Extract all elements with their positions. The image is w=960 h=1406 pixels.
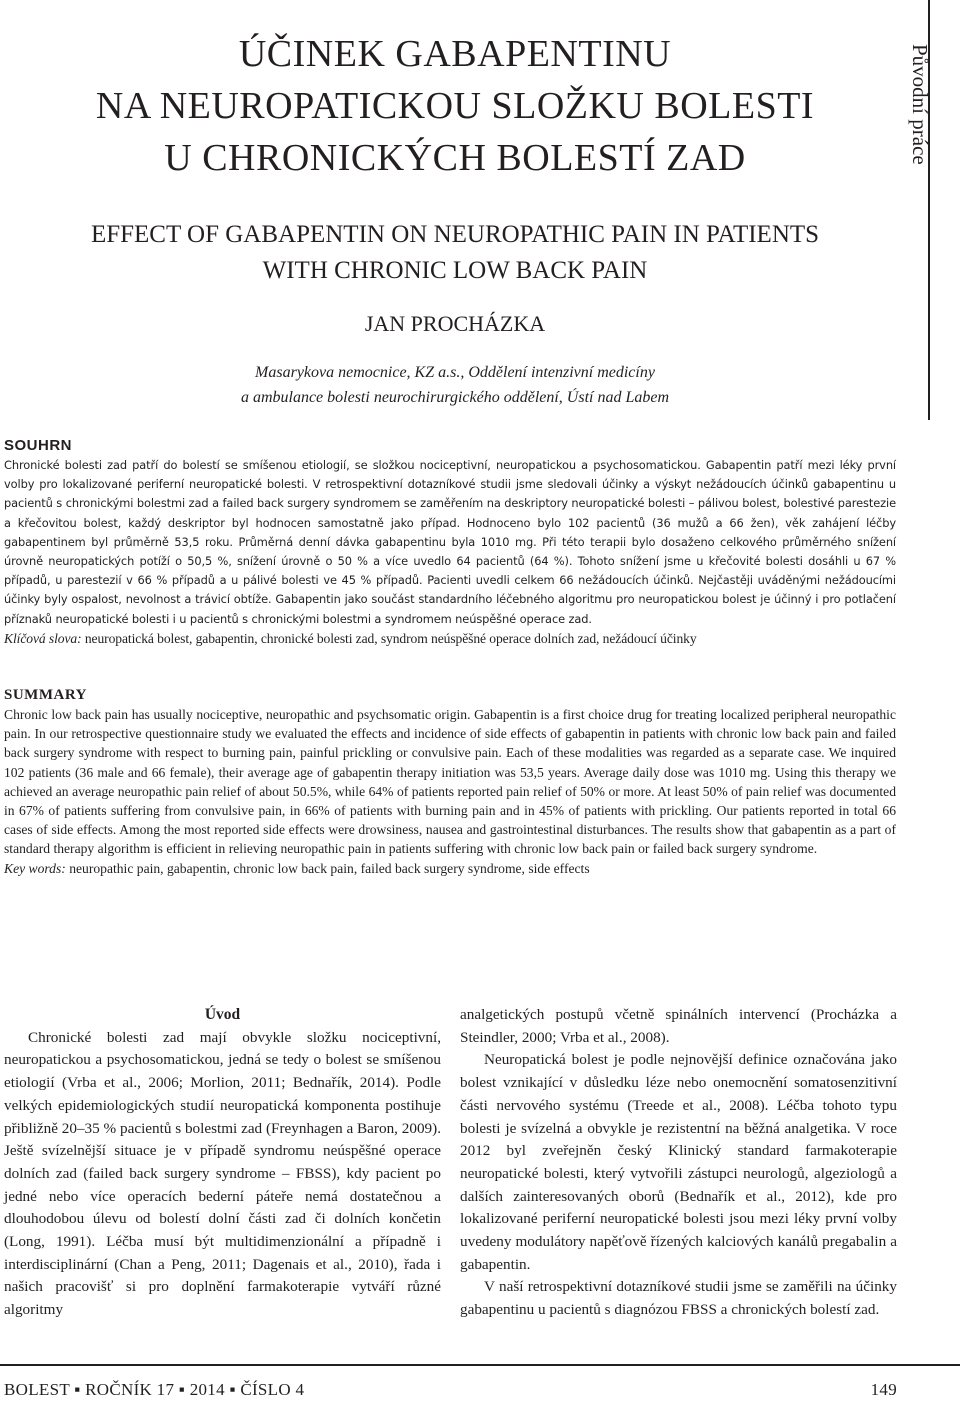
side-rule <box>928 0 960 420</box>
summary-keywords-text: neuropathic pain, gabapentin, chronic low back pain, failed back surgery syndrome, side effects <box>69 860 590 876</box>
title-cz-line-3: U CHRONICKÝCH BOLESTÍ ZAD <box>164 137 746 179</box>
souhrn-keywords-text: neuropatická bolest, gabapentin, chronické bolesti zad, syndrom neúspěšné operace dolních zad, nežádoucí účinky <box>84 630 697 646</box>
title-english <box>0 217 910 289</box>
title-cz-line-1: ÚČINEK GABAPENTINU <box>238 33 672 75</box>
section-side-label-text: Původní práce <box>908 44 932 165</box>
intro-paragraph-2: Neuropatická bolest je podle nejnovější definice označována jako bolest vznikající v důsledku léze nebo onemocnění somatosenzitivní části nervového systému (Treede et al., 2008). Léčba tohoto typu bolesti je svízelná a obvykle je rezistentní na běžná analgetika. V roce 2012 byl zveřejněn český Klinický standard farmakoterapie neuropatické bolesti, který vytvořili zástupci neurologů, algeziologů a dalších zainteresovaných oborů (Bednařík et al., 2012), kde pro lokalizované periferní neuropatické bolesti jsou mezi léky první volby uvedeny modulátory napěťově řízených kalciových kanálů pregabalin a gabapentin. <box>460 1051 897 1273</box>
body-column-right <box>460 1004 897 1322</box>
title-czech <box>0 28 910 184</box>
affiliation <box>0 360 910 410</box>
abstract-czech <box>4 436 896 648</box>
summary-keywords-label: Key words: <box>4 860 66 876</box>
souhrn-keywords-label: Klíčová slova: <box>4 630 82 646</box>
intro-paragraph-3: V naší retrospektivní dotazníkové studii jsme se zaměřili na účinky gabapentinu u pacientů s diagnózou FBSS a chronických bolestí zad. <box>460 1278 897 1319</box>
affiliation-line-1: Masarykova nemocnice, KZ a.s., Oddělení intenzivní medicíny <box>255 364 655 381</box>
souhrn-text: Chronické bolesti zad patří do bolestí se smíšenou etiologií, se složkou nociceptivní, neuropatickou a psychosomatickou. Gabapentin patří mezi léky první volby pro lokalizované periferní neuropatické bolesti. V retrospektivní dotazníkové studii jsme sledovali účinky a výskyt nežádoucích účinků gabapentinu u pacientů s chronickými bolestmi zad a failed back surgery syndromem se zaměřením na deskriptory neuropatické bolesti – pálivou bolest, bolestivé parestezie a křečovitou bolest, každý deskriptor byl hodnocen samostatně jako případ. Hodnoceno bylo 102 pacientů (36 mužů a 66 žen), věk zahájení léčby gabapentinem byl průměrně 53,5 roku. Průměrná denní dávka gabapentinu byla 1010 mg. Při této terapii bylo dosaženo celkového průměrného snížení úrovně neuropatických potíží o 50,5 %, snížení úrovně o 50 % a více uvedlo 64 pacientů (64 %). Tohoto snížení jsme u křečovité bolesti dosáhli u 67 % případů, u parestezií v 66 % případů a u pálivé bolesti ve 45 % případů. Pacienti uvedli celkem 66 nežádoucích účinků. Nejčastěji uváděnými nežádoucími účinky byly ospalost, nevolnost a trávicí obtíže. Gabapentin jako součást standardního léčebného algoritmu pro neuropatickou bolest je účinný i pro potlačení příznaků neuropatické bolesti i u pacientů s chronickými bolestmi a syndromem neúspěšné operace zad. <box>4 458 896 626</box>
title-cz-line-2: NA NEUROPATICKOU SLOŽKU BOLESTI <box>95 85 815 127</box>
intro-paragraph-1: Chronické bolesti zad mají obvykle složku nociceptivní, neuropatickou a psychosomatickou, jedná se tedy o bolest se smíšenou etiologií (Vrba et al., 2006; Morlion, 2011; Bednařík, 2014). Podle velkých epidemiologických studií neuropatická komponenta postihuje přibližně 20–35 % pacientů s bolestmi zad (Freynhagen a Baron, 2009). Ještě svízelnější situace je v případě syndromu neúspěšné operace dolních zad (failed back surgery syndrome – FBSS), kdy pacient po jedné nebo více operacích bederní páteře nemá dostatečnou a dlouhodobou úlevu od bolestí dolní části zad či dolních končetin (Long, 1991). Léčba musí být multidimenzionální a případně i interdisciplinární (Chan a Peng, 2011; Dagenais et al., 2010), řada i našich pracovišť si pro doplnění farmakoterapie vytváří různé algoritmy <box>4 1028 441 1319</box>
title-block <box>0 28 910 410</box>
souhrn-keywords <box>4 629 896 648</box>
page-footer <box>4 1380 897 1404</box>
abstract-english <box>4 685 896 878</box>
intro-paragraph-1-cont: analgetických postupů včetně spinálních intervencí (Procházka a Steindler, 2000; Vrba et al., 2008). <box>460 1006 897 1046</box>
footer-rule <box>0 1364 960 1366</box>
page-number: 149 <box>870 1380 897 1399</box>
author: JAN PROCHÁZKA <box>364 311 546 336</box>
body-column-left <box>4 1004 441 1322</box>
souhrn-heading: SOUHRN <box>4 437 73 454</box>
summary-text: Chronic low back pain has usually nociceptive, neuropathic and psychsomatic origin. Gabapentin is a first choice drug for treating localized peripheral neuropathic pain. In our retrospective questionnaire study we evaluated the effects and incidence of side effects of gabapentin in patients with chronic low back pain and failed back surgery syndrome with respect to burning pain, painful prickling or convulsive pain. Each of these modalities was regarded as a separate case. We inquired 102 patients (36 male and 66 female), their average age of gabapentin therapy initiation was 53,5 years. Average daily dose was 1010 mg. Using this therapy we achieved an average neuropathic pain relief of about 50.5%, while 64% of patients reported pain relief of 50% or more. At least 50% of pain relief was documented in 67% of patients suffering from convulsive pain, in 66% of patients with burning pain and in 45% of patients with prickling. Our patients reported in total 66 cases of side effects. Among the most reported side effects were drowsiness, nausea and gastrointestinal disturbances. The results show that gabapentin as a part of standard therapy algorithm is efficient in relieving neuropathic pain in patients suffering with chronic low back pain or failed back surgery syndrome. <box>4 707 896 857</box>
intro-heading: Úvod <box>204 1006 241 1023</box>
affiliation-line-2: a ambulance bolesti neurochirurgického oddělení, Ústí nad Labem <box>240 389 670 406</box>
summary-heading: SUMMARY <box>4 687 87 703</box>
title-en-line-1: EFFECT OF GABAPENTIN ON NEUROPATHIC PAIN IN PATIENTS <box>90 221 820 248</box>
title-en-line-2: WITH CHRONIC LOW BACK PAIN <box>262 257 648 284</box>
journal-issue: BOLEST ▪ ROČNÍK 17 ▪ 2014 ▪ ČÍSLO 4 <box>4 1380 305 1399</box>
summary-keywords <box>4 859 896 878</box>
